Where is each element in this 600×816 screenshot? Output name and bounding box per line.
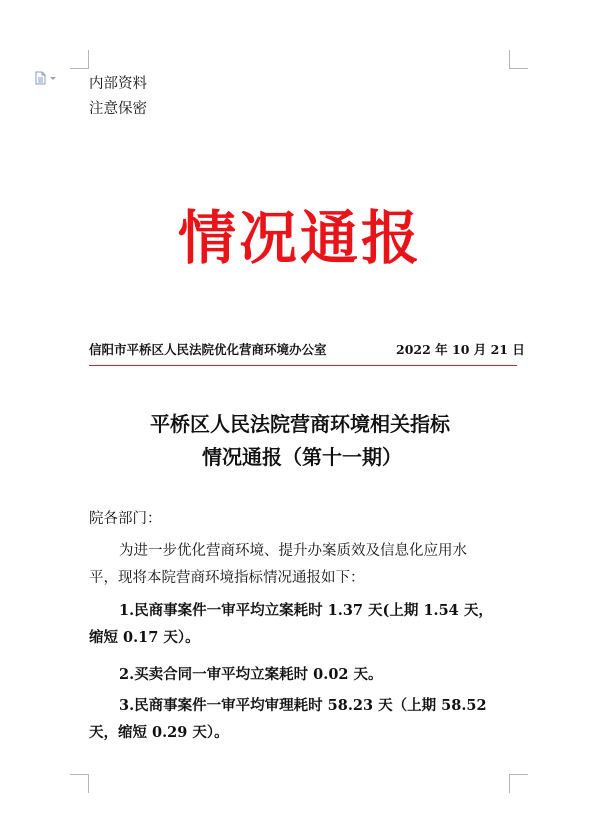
margin-corner-top-right	[509, 50, 528, 69]
red-header-title: 情况通报	[177, 204, 422, 272]
document-options-icon[interactable]	[34, 70, 58, 84]
item-3-line-1: 3.民商事案件一审平均审理耗时 58.23 天（上期 58.52	[119, 697, 487, 714]
item-1-line-1: 1.民商事案件一审平均立案耗时 1.37 天(上期 1.54 天，	[119, 602, 493, 619]
margin-corner-bottom-left	[70, 774, 89, 793]
document-title-line-1: 平桥区人民法院营商环境相关指标	[150, 412, 450, 436]
list-item	[89, 597, 519, 651]
confidential-notice	[89, 72, 147, 122]
item-3-line-2: 天，缩短 0.29 天）。	[89, 724, 229, 741]
secret-line-2: 注意保密	[89, 101, 147, 117]
margin-corner-top-left	[70, 50, 89, 69]
intro-paragraph	[89, 538, 519, 592]
salutation: 院各部门：	[89, 511, 162, 527]
item-1-line-2: 缩短 0.17 天）。	[89, 629, 200, 646]
margin-corner-bottom-right	[509, 774, 528, 793]
intro-line-1: 为进一步优化营商环境、提升办案质效及信息化应用水	[119, 543, 467, 559]
document-title-line-2: 情况通报（第十一期）	[202, 445, 402, 469]
intro-line-2: 平，现将本院营商环境指标情况通报如下：	[89, 570, 365, 586]
item-2-line-1: 2.买卖合同一审平均立案耗时 0.02 天。	[119, 666, 383, 683]
list-item	[89, 661, 519, 688]
secret-line-1: 内部资料	[89, 76, 147, 92]
list-item	[89, 692, 519, 746]
red-separator-rule	[89, 365, 517, 366]
issue-date: 2022 年 10 月 21 日	[396, 342, 525, 357]
issuer-line	[89, 340, 525, 358]
issuer-name: 信阳市平桥区人民法院优化营商环境办公室	[89, 342, 327, 357]
